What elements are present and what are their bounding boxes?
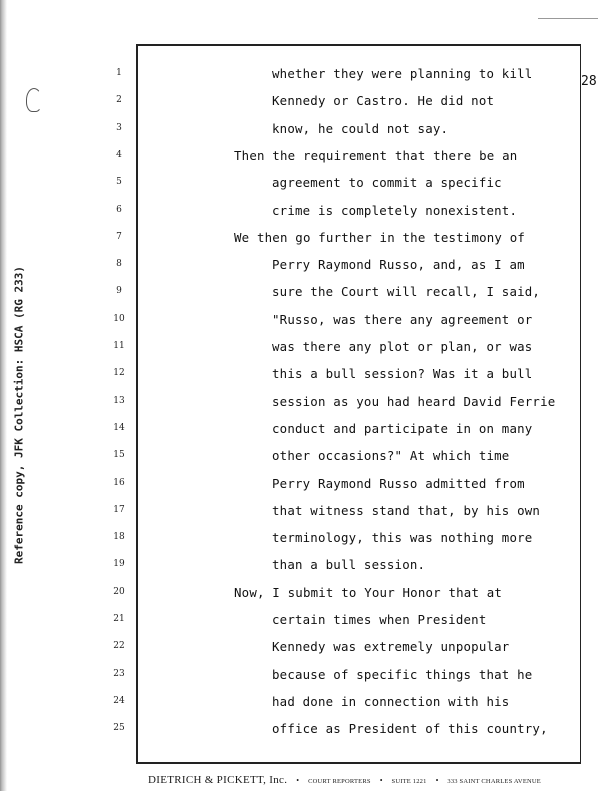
line-number: 5 bbox=[116, 177, 122, 188]
line-number: 17 bbox=[113, 504, 125, 515]
line-number: 18 bbox=[113, 532, 125, 543]
transcript-line: sure the Court will recall, I said, bbox=[272, 284, 541, 300]
transcript-line: certain times when President bbox=[272, 612, 487, 627]
page-number: 28 bbox=[581, 74, 597, 89]
transcript-line: this a bull session? Was it a bull bbox=[272, 366, 533, 382]
footer-separator: • bbox=[435, 776, 439, 785]
transcript-line: agreement to commit a specific bbox=[272, 175, 502, 191]
reporter-footer bbox=[148, 770, 568, 786]
footer-address: 333 SAINT CHARLES AVENUE bbox=[447, 778, 541, 785]
transcript-line: We then go further in the testimony of bbox=[234, 229, 526, 245]
line-number: 21 bbox=[113, 614, 125, 624]
transcript-line: "Russo, was there any agreement or bbox=[272, 311, 533, 327]
transcript-line: session as you had heard David Ferrie bbox=[272, 393, 556, 409]
transcript-line: other occasions?" At which time bbox=[272, 448, 510, 464]
transcript-line: whether they were planning to kill bbox=[272, 66, 533, 81]
transcript-line: than a bull session. bbox=[272, 557, 426, 573]
line-number: 2 bbox=[116, 95, 122, 106]
line-number: 11 bbox=[113, 341, 125, 351]
transcript-line: Now, I submit to Your Honor that at bbox=[234, 584, 503, 600]
transcript-line: know, he could not say. bbox=[272, 120, 449, 136]
line-number: 8 bbox=[116, 259, 122, 270]
scan-mark bbox=[538, 18, 598, 19]
transcript-line: Then the requirement that there be an bbox=[234, 147, 518, 163]
line-number: 10 bbox=[113, 313, 125, 324]
transcript-line: Perry Raymond Russo admitted from bbox=[272, 475, 525, 491]
transcript-line: Kennedy or Castro. He did not bbox=[272, 93, 495, 109]
transcript-line: crime is completely nonexistent. bbox=[272, 202, 518, 218]
transcript-line: was there any plot or plan, or was bbox=[272, 339, 533, 354]
line-number: 23 bbox=[113, 668, 125, 679]
reporter-firm-name: DIETRICH & PICKETT, Inc. bbox=[148, 774, 288, 786]
footer-separator: • bbox=[296, 776, 300, 785]
line-number: 7 bbox=[116, 231, 122, 242]
line-number: 16 bbox=[113, 477, 125, 488]
transcript-line: that witness stand that, by his own bbox=[272, 502, 541, 518]
line-number: 22 bbox=[113, 641, 125, 652]
line-number: 6 bbox=[116, 204, 122, 215]
line-number: 13 bbox=[113, 395, 125, 406]
line-number: 4 bbox=[116, 149, 122, 160]
line-number: 12 bbox=[113, 368, 125, 379]
line-number: 25 bbox=[113, 723, 125, 734]
line-number: 3 bbox=[116, 122, 122, 133]
footer-suite: SUITE 1221 bbox=[391, 778, 427, 785]
transcript-line: Kennedy was extremely unpopular bbox=[272, 639, 510, 655]
line-number: 1 bbox=[116, 68, 122, 78]
footer-separator: • bbox=[379, 776, 383, 785]
transcript-line: conduct and participate in on many bbox=[272, 420, 533, 436]
transcript-line: Perry Raymond Russo, and, as I am bbox=[272, 257, 525, 273]
transcript-line: terminology, this was nothing more bbox=[272, 530, 533, 546]
line-number: 14 bbox=[113, 422, 125, 433]
line-number: 19 bbox=[113, 559, 125, 570]
transcript-line: office as President of this country, bbox=[272, 721, 548, 737]
transcript-line: because of specific things that he bbox=[272, 666, 533, 682]
collection-reference-note bbox=[4, 265, 34, 565]
line-number: 20 bbox=[113, 586, 125, 597]
line-number: 15 bbox=[113, 450, 125, 461]
binder-hole-mark bbox=[26, 88, 42, 112]
transcript-line: had done in connection with his bbox=[272, 693, 510, 709]
line-number: 24 bbox=[113, 695, 125, 706]
line-number: 9 bbox=[116, 286, 122, 297]
collection-reference-text: Reference copy, JFK Collection: HSCA (RG 233) bbox=[12, 265, 26, 565]
footer-court-reporters: COURT REPORTERS bbox=[308, 778, 371, 785]
